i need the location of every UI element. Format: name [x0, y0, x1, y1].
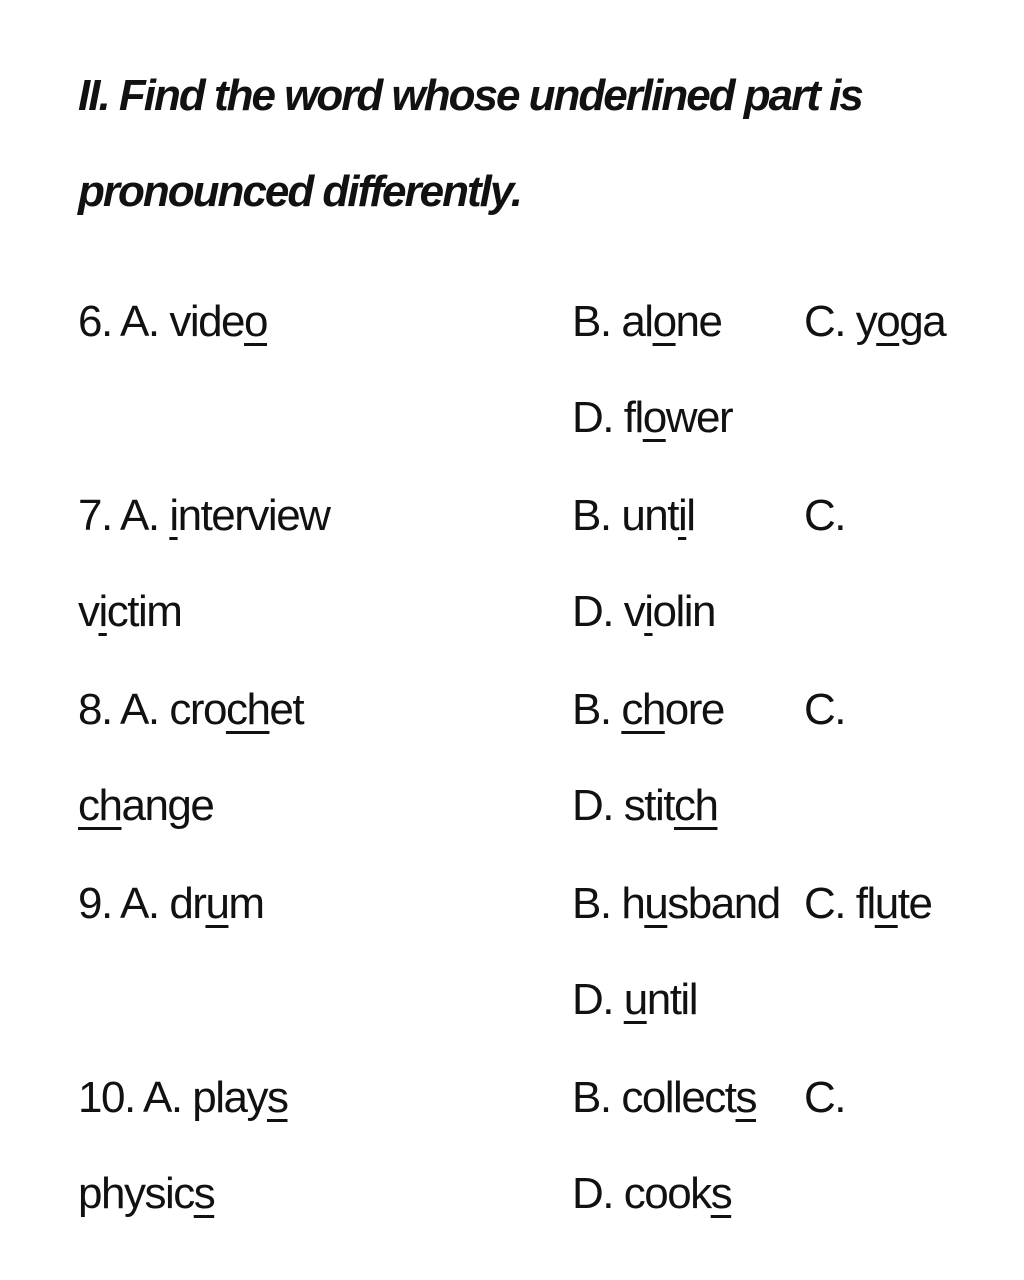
option-letter: B. — [572, 685, 611, 734]
underlined-part: i — [677, 491, 687, 540]
q7-option-d — [572, 587, 716, 636]
underlined-part: o — [876, 297, 900, 346]
option-word: yoga — [855, 297, 946, 346]
underlined-part: o — [652, 297, 676, 346]
option-letter: C. — [804, 1073, 845, 1122]
underlined-part: u — [874, 879, 898, 928]
option-word: until — [623, 975, 697, 1024]
underlined-part: s — [193, 1169, 215, 1218]
option-letter: C. — [804, 685, 845, 734]
option-letter: A. — [142, 1073, 182, 1122]
q7-option-c-letter — [804, 491, 845, 540]
q6-option-d — [572, 393, 733, 442]
underlined-part: i — [169, 491, 178, 540]
option-letter: C. — [804, 297, 845, 346]
question-number: 8. — [78, 685, 112, 734]
q10-option-d — [572, 1169, 732, 1218]
option-letter: B. — [572, 491, 611, 540]
q10-option-c-word — [78, 1169, 215, 1218]
q7-option-a — [78, 491, 330, 540]
option-word: flute — [855, 879, 932, 928]
option-word: stitch — [623, 781, 718, 830]
option-letter: B. — [572, 297, 611, 346]
underlined-part: s — [267, 1073, 288, 1122]
option-word: change — [78, 781, 214, 830]
underlined-part: s — [735, 1073, 757, 1122]
underlined-part: i — [98, 587, 107, 636]
instruction-line-1: II. Find the word whose underlined part is — [78, 71, 862, 120]
instruction-line-2: pronounced differently. — [78, 167, 521, 216]
underlined-part: u — [644, 879, 668, 928]
underlined-part: ch — [225, 685, 270, 734]
q6-option-b — [572, 297, 722, 346]
option-letter: B. — [572, 1073, 611, 1122]
q8-option-b — [572, 685, 724, 734]
underlined-part: o — [244, 297, 268, 346]
option-word: alone — [621, 297, 722, 346]
option-word: crochet — [169, 685, 304, 734]
q10-option-b — [572, 1073, 757, 1122]
option-word: husband — [621, 879, 780, 928]
q6-option-c — [804, 297, 946, 346]
option-word: flower — [623, 393, 733, 442]
q10-option-a — [78, 1073, 288, 1122]
option-word: interview — [169, 491, 330, 540]
underlined-part: u — [205, 879, 229, 928]
q8-option-c-word — [78, 781, 214, 830]
option-letter: A. — [120, 685, 159, 734]
option-letter: C. — [804, 879, 845, 928]
option-word: plays — [192, 1073, 288, 1122]
option-letter: B. — [572, 879, 611, 928]
option-word: violin — [623, 587, 716, 636]
option-word: physics — [78, 1169, 215, 1218]
underlined-part: ch — [78, 781, 122, 830]
underlined-part: o — [642, 393, 666, 442]
underlined-part: ch — [621, 685, 665, 734]
option-letter: D. — [572, 1169, 613, 1218]
option-letter: D. — [572, 975, 613, 1024]
option-letter: A. — [120, 297, 159, 346]
option-word: video — [169, 297, 268, 346]
question-number: 9. — [78, 879, 112, 928]
q8-option-d — [572, 781, 718, 830]
underlined-part: ch — [673, 781, 718, 830]
option-word: collects — [621, 1073, 757, 1122]
q8-option-a — [78, 685, 304, 734]
option-letter: D. — [572, 587, 613, 636]
underlined-part: u — [623, 975, 647, 1024]
q7-option-b — [572, 491, 695, 540]
question-number: 10. — [78, 1073, 135, 1122]
q9-option-d — [572, 975, 697, 1024]
option-letter: D. — [572, 393, 613, 442]
q8-option-c-letter — [804, 685, 845, 734]
option-letter: A. — [120, 491, 159, 540]
option-word: until — [621, 491, 695, 540]
q10-option-c-letter — [804, 1073, 845, 1122]
question-number: 7. — [78, 491, 112, 540]
option-word: cooks — [623, 1169, 732, 1218]
q9-option-c — [804, 879, 932, 928]
question-number: 6. — [78, 297, 112, 346]
option-word: drum — [169, 879, 264, 928]
q9-option-b — [572, 879, 780, 928]
option-word: chore — [621, 685, 724, 734]
option-word: victim — [78, 587, 182, 636]
option-letter: D. — [572, 781, 613, 830]
underlined-part: s — [710, 1169, 732, 1218]
q9-option-a — [78, 879, 264, 928]
option-letter: C. — [804, 491, 845, 540]
q6-option-a — [78, 297, 268, 346]
underlined-part: i — [644, 587, 653, 636]
q7-option-c-word — [78, 587, 182, 636]
option-letter: A. — [120, 879, 159, 928]
